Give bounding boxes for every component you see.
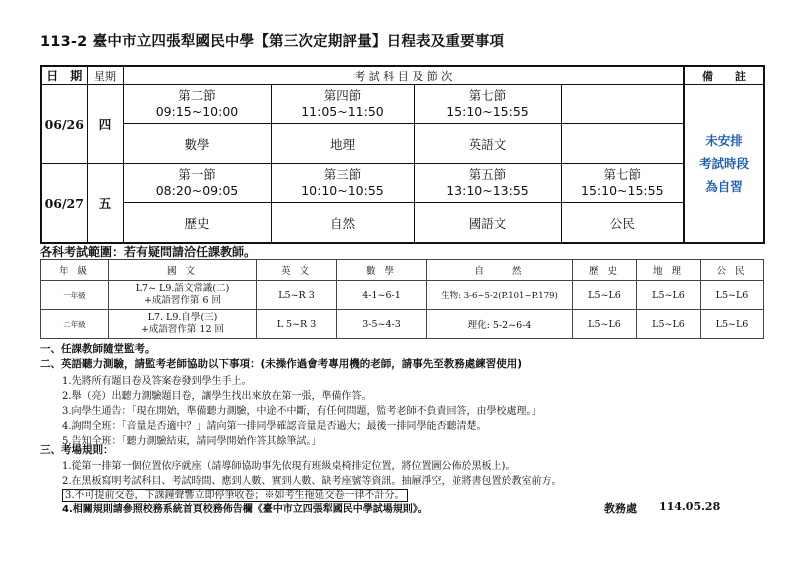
issuing-office: 教務處 xyxy=(604,502,637,515)
subject-cell: 自然 xyxy=(271,203,414,244)
chinese-extra: +成語習作第 12 回 xyxy=(140,324,225,335)
day-date: 06/27 xyxy=(41,164,87,244)
scope-history: L5~L6 xyxy=(573,310,637,339)
period-cell xyxy=(271,85,414,124)
period-time: 13:10~13:55 xyxy=(446,183,529,198)
day-weekday: 五 xyxy=(87,164,123,244)
period-cell xyxy=(414,164,561,203)
period-cell xyxy=(414,85,561,124)
listening-item: 5.告知全班：「聽力測驗結束，請同學開始作答其餘筆試。」 xyxy=(62,436,322,447)
header-subjects: 考 試 科 目 及 節 次 xyxy=(123,66,684,85)
note-line: 為自習 xyxy=(705,179,743,194)
note-line: 考試時段 xyxy=(699,156,750,171)
scope-header: 自 然 xyxy=(427,260,573,281)
subject-cell: 地理 xyxy=(271,124,414,164)
note-line: 未安排 xyxy=(705,133,743,148)
header-remarks: 備 註 xyxy=(684,66,764,85)
scope-title: 各科考試範圍：若有疑問請洽任課教師。 xyxy=(40,245,257,259)
period-label: 第七節 xyxy=(603,167,642,182)
scope-english: L5~R 3 xyxy=(257,281,337,310)
chinese-extra: +成語習作第 6 回 xyxy=(143,295,222,306)
scope-chinese xyxy=(109,281,257,310)
period-label: 第三節 xyxy=(323,167,362,182)
scope-header: 地 理 xyxy=(637,260,701,281)
rule-item-boxed xyxy=(62,486,408,501)
rule-item: 2.在黑板寫明考試科目、考試時間、應到人數、實到人數、缺考座號等資訊。抽屜淨空，並將書包置於教室前方。 xyxy=(62,476,562,487)
scope-math: 3-5~4-3 xyxy=(337,310,427,339)
issue-date: 114.05.28 xyxy=(659,500,721,513)
scope-math: 4-1~6-1 xyxy=(337,281,427,310)
subject-cell-empty xyxy=(561,124,684,164)
exam-schedule-table xyxy=(40,65,765,244)
scope-geography: L5~L6 xyxy=(637,310,701,339)
period-cell xyxy=(123,164,271,203)
scope-header: 數 學 xyxy=(337,260,427,281)
scope-chinese xyxy=(109,310,257,339)
header-weekday: 星期 xyxy=(87,66,123,85)
scope-science: 理化: 5-2~6-4 xyxy=(427,310,573,339)
scope-history: L5~L6 xyxy=(573,281,637,310)
scope-english: L 5~R 3 xyxy=(257,310,337,339)
listening-item: 3.向學生通告：「現在開始，準備聽力測驗，中途不中斷，有任何問題，監考老師不負責回答，由學校處理。」 xyxy=(62,406,542,417)
scope-grade: 二年級 xyxy=(41,310,109,339)
period-time: 15:10~15:55 xyxy=(446,104,529,119)
period-cell xyxy=(561,164,684,203)
scope-civics: L5~L6 xyxy=(701,310,764,339)
rule-item: 1.從第一排第一個位置依序就座（請導師協助事先依現有班級桌椅排定位置，將位置圖公佈於黑板上)。 xyxy=(62,461,516,472)
period-time: 11:05~11:50 xyxy=(301,104,384,119)
rule-item-text: 3.不可提前交卷，下課鐘聲響立即停筆收卷；※如考生拖延交卷一律不計分。 xyxy=(62,489,408,502)
period-label: 第二節 xyxy=(178,88,216,103)
scope-science: 生物: 3-6~5-2(P.101~P.179) xyxy=(427,281,573,310)
scope-header: 英 文 xyxy=(257,260,337,281)
period-cell xyxy=(123,85,271,124)
listening-item: 4.詢問全班：「音量是否適中？」請向第一排同學確認音量是否過大；最後一排同學能否聽清楚。 xyxy=(62,421,487,432)
period-time: 09:15~10:00 xyxy=(155,104,239,119)
subject-cell: 數學 xyxy=(123,124,271,164)
period-label: 第五節 xyxy=(468,167,507,182)
listening-item: 2.舉（亮）出聽力測驗題目卷，讓學生找出來放在第一張，準備作答。 xyxy=(62,391,372,402)
scope-header: 年 級 xyxy=(41,260,109,281)
subject-cell: 公民 xyxy=(561,203,684,244)
section-rules: 三、考場規則： xyxy=(40,444,114,456)
scope-grade: 一年級 xyxy=(41,281,109,310)
scope-header: 國 文 xyxy=(109,260,257,281)
header-date: 日 期 xyxy=(41,66,87,85)
period-label: 第一節 xyxy=(178,167,216,182)
scope-header: 公 民 xyxy=(701,260,764,281)
chinese-range: L7~ L9.語文常識(二) xyxy=(135,283,230,294)
period-label: 第七節 xyxy=(468,88,507,103)
rule-item: 4.相關規則請參照校務系統首頁校務佈告欄《臺中市立四張犁國民中學試場規則》。 xyxy=(62,504,428,515)
chinese-range: L7. L9.自學(三) xyxy=(147,312,218,323)
period-time: 08:20~09:05 xyxy=(155,183,239,198)
section-listening: 二、英語聽力測驗，請監考老師協助以下事項：(未操作過會考專用機的老師，請事先至教務處練習使用) xyxy=(40,358,523,370)
period-label: 第四節 xyxy=(323,88,362,103)
page-title: 113-2 臺中市立四張犁國民中學【第三次定期評量】日程表及重要事項 xyxy=(40,34,505,50)
scope-header: 歷 史 xyxy=(573,260,637,281)
period-time: 15:10~15:55 xyxy=(581,183,664,198)
scope-civics: L5~L6 xyxy=(701,281,764,310)
scope-geography: L5~L6 xyxy=(637,281,701,310)
section-proctor: 一、任課教師隨堂監考。 xyxy=(40,343,156,355)
subject-cell: 英語文 xyxy=(414,124,561,164)
subject-cell: 國語文 xyxy=(414,203,561,244)
period-cell-empty xyxy=(561,85,684,124)
day-weekday: 四 xyxy=(87,85,123,164)
listening-item: 1.先將所有題目卷及答案卷發到學生手上。 xyxy=(62,376,252,387)
period-time: 10:10~10:55 xyxy=(301,183,384,198)
exam-scope-table xyxy=(40,259,764,339)
remarks-note xyxy=(684,85,764,244)
period-cell xyxy=(271,164,414,203)
subject-cell: 歷史 xyxy=(123,203,271,244)
day-date: 06/26 xyxy=(41,85,87,164)
